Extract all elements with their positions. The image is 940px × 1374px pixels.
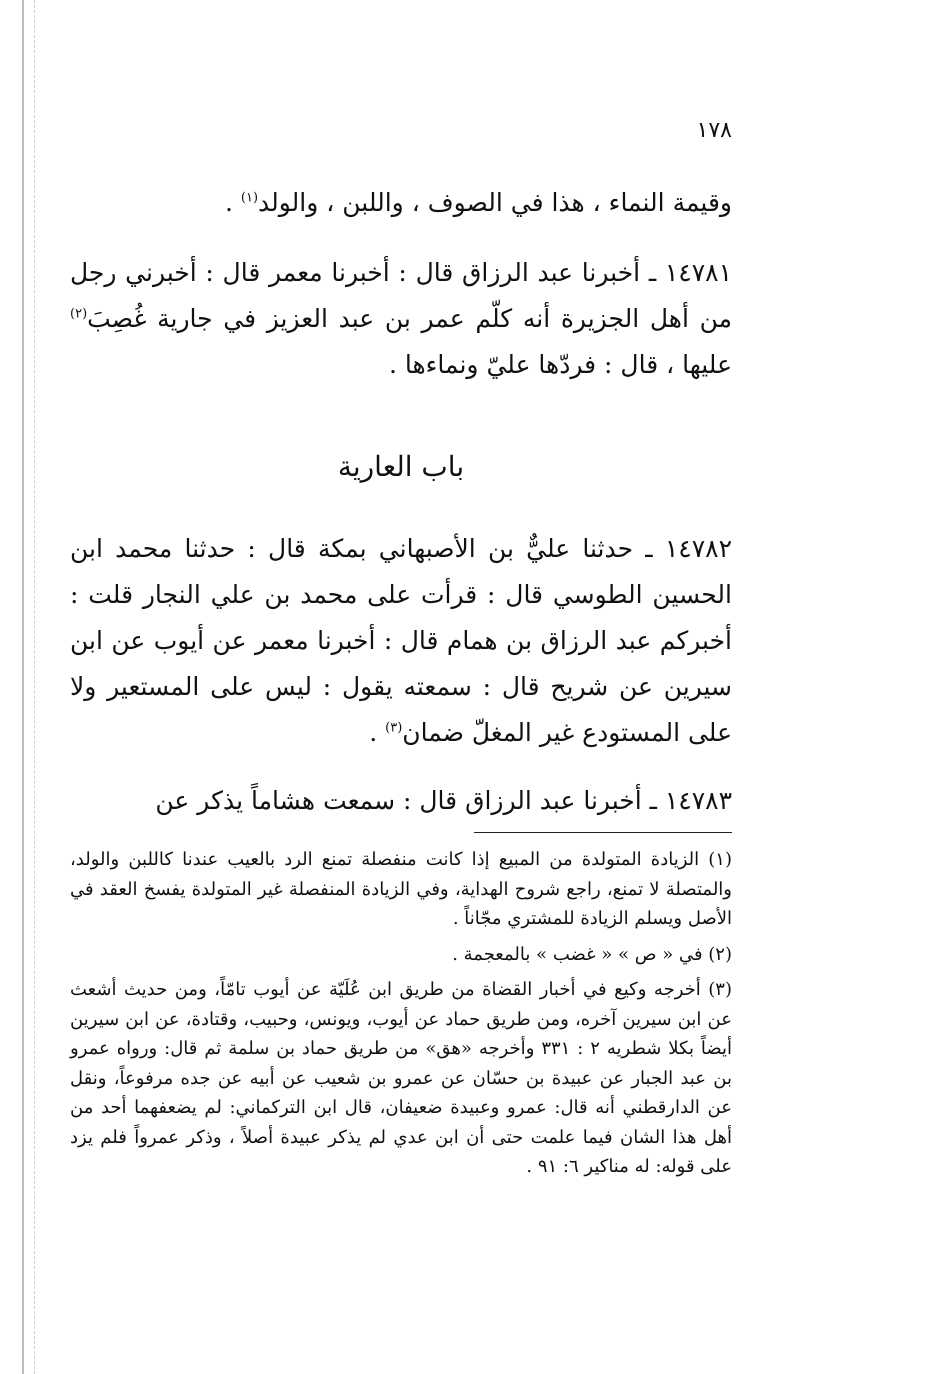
footnote-1: (١) الزيادة المتولدة من المبيع إذا كانت منفصلة تمنع الرد بالعيب عندنا كاللبن والولد، والمتصلة لا تمنع، راجع شروح الهداية، وفي الزيادة المنفصلة غير المتولدة يفسخ العقد في الأصل ويسلم الزيادة للمشتري مجّاناً . [70,849,732,929]
hadith-text-end: . [369,718,386,747]
paragraph-continuation [70,180,732,226]
footnote-marker-1: (١) [240,190,259,206]
hadith-number: ١٤٧٨١ [664,258,732,287]
footnote-3: (٣) أخرجه وكيع في أخبار القضاة من طريق ابن عُلَيّة عن أيوب تامّاً، ومن حديث أشعث عن ابن سيرين آخره، ومن طريق حماد عن أيوب، ويونس، وحبيب، وقتادة، عن ابن سيرين أيضاً بكلا شطريه ٢ : ٣٣١ وأخرجه «هق» من طريق حماد بن سلمة ثم قال: ورواه عمرو بن عبد الجبار عن عبيدة بن حسّان عن عمرو بن شعيب عن أبيه عن جده مرفوعاً، ونقل عن الدارقطني أنه قال: عمرو وعبيدة ضعيفان، قال ابن التركماني: لم يضعفهما أحد من أهل هذا الشان فيما علمت حتى أن ابن عدي لم يذكر عبيدة أصلاً ، وذكر عمرواً فلم يزد على قوله: له مناكير ٦: ٩١ . [70,979,732,1177]
footnote-marker-2: (٢) [70,306,88,322]
footnotes [70,845,732,1188]
hadith-text: ـ أخبرنا عبد الرزاق قال : سمعت هشاماً يذكر عن [155,786,665,815]
hadith-14783 [70,778,732,824]
hadith-text: ـ أخبرنا عبد الرزاق قال : أخبرنا معمر قال : أخبرني رجل من أهل الجزيرة أنه كلّم عمر بن عبد العزيز في جارية غُصِبَ [70,258,732,333]
paragraph-text [70,778,732,824]
footnote-2: (٢) في « ص » « غضب » بالمعجمة . [452,943,732,965]
hadith-14781 [70,250,732,388]
hadith-text-end: عليها ، قال : فردّها عليّ ونماءها . [388,350,732,379]
paragraph-body: وقيمة النماء ، هذا في الصوف ، واللبن ، والولد [258,188,732,217]
paragraph-text [70,180,732,226]
paragraph-text [70,250,732,388]
page-edge-line [22,0,24,1374]
hadith-number: ١٤٧٨٢ [664,534,732,563]
paragraph-end: . [224,188,241,217]
hadith-text: ـ حدثنا عليٌّ بن الأصبهاني بمكة قال : حدثنا محمد ابن الحسين الطوسي قال : قرأت على محمد بن علي النجار قلت : أخبركم عبد الرزاق بن همام قال : أخبرنا معمر عن أيوب عن ابن سيرين عن شريح قال : سمعته يقول : ليس على المستعير ولا على المستودع غير المغلّ ضمان [70,534,732,747]
page-edge-line-faint [34,0,35,1374]
page-number: ١٧٨ [696,118,732,143]
footnote-separator [474,832,732,833]
hadith-14782 [70,526,732,756]
paragraph-text [70,526,732,756]
footnote-marker-3: (٣) [385,720,403,736]
hadith-number: ١٤٧٨٣ [664,786,732,815]
section-heading: باب العارية [337,450,465,483]
